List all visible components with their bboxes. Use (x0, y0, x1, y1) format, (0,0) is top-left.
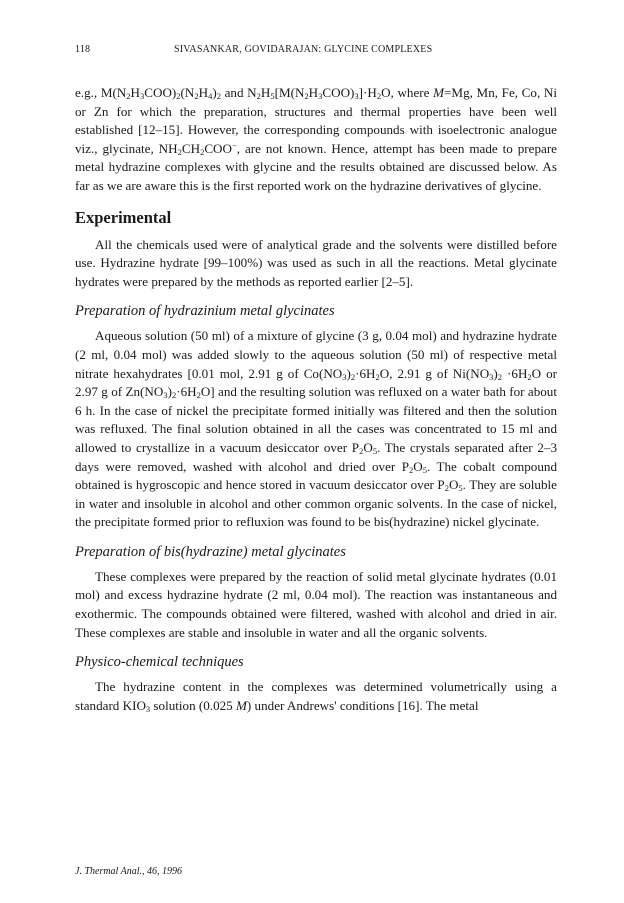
bis-hydrazine-paragraph: These complexes were prepared by the reaction of solid metal glycinate hydrates (0.01 mol) and excess hydrazine hydrate (2 ml, 0.04 mol). The reaction was instantaneous and exothermic. The compounds obtained were filtered, washed with alcohol and dried in air. These complexes are stable and insoluble in water and all the organic solvents. (75, 568, 557, 640)
subheading-bis-hydrazine-glycinates: Preparation of bis(hydrazine) metal glycinates (75, 543, 346, 560)
page-number: 118 (75, 44, 91, 55)
subheading-hydrazinium-glycinates: Preparation of hydrazinium metal glycinates (75, 303, 335, 320)
article-body (75, 84, 557, 715)
journal-citation: J. Thermal Anal., 46, 1996 (75, 866, 183, 877)
intro-paragraph: e.g., $M(N_2H_3COO)_2(N_2H_4)_2$ and $N_2H_5[M(N_2H_3COO)_3]\cdot H_2O$, where M=Mg, Mn, Fe, Co, Ni or Zn for which the preparation, structures and thermal properties have been well established [12–15]. However, the corresponding compounds with isoelectronic analogue viz., glycinate, $NH_2CH_2COO^-$, are not known. Hence, attempt has been made to prepare metal hydrazine complexes with glycine and the results obtained are discussed below. As far as we are aware this is the first reported work on the hydrazine derivatives of glycine. (75, 85, 557, 193)
techniques-paragraph: The hydrazine content in the complexes was determined volumetrically using a standard $KIO_3$ solution (0.025 M) under Andrews' conditions [16]. The metal (75, 679, 557, 714)
section-heading-experimental: Experimental (75, 207, 172, 227)
running-title: SIVASANKAR, GOVIDARAJAN: GLYCINE COMPLEXES (174, 44, 433, 55)
experimental-paragraph: All the chemicals used were of analytical grade and the solvents were distilled before use. Hydrazine hydrate [99–100%) was used as such in all the reactions. Metal glycinate hydrates were prepared by the methods as reported earlier [2–5]. (75, 236, 557, 289)
subheading-physico-chemical-techniques: Physico-chemical techniques (75, 654, 244, 671)
hydrazinium-paragraph: Aqueous solution (50 ml) of a mixture of glycine (3 g, 0.04 mol) and hydrazine hydrate (2 ml, 0.04 mol) was added slowly to the aqueous solution (50 ml) of respective metal nitrate hexahydrates [0.01 mol, 2.91 g of $Co(NO_3)_2\cdot 6H_2O$, 2.91 g of $Ni(NO_3)_2 \cdot 6H_2O$ or 2.97 g of $Zn(NO_3)_2\cdot 6H_2O$] and the resulting solution was refluxed on a water bath for about 6 h. In the case of nickel the precipitate formed initially was filtered and then the solution was refluxed. The final solution obtained in all the cases was concentrated to 15 ml and allowed to crystallize in a vacuum desiccator over $P_2O_5$. The crystals separated after 2–3 days were removed, washed with alcohol and dried over $P_2O_5$. The cobalt compound obtained is hygroscopic and hence stored in vacuum desiccator over $P_2O_5$. They are soluble in water and insoluble in alcohol and other common organic solvents. In the case of nickel, the precipitate formed prior to refluxion was found to be bis(hydrazine) nickel glycinate. (75, 328, 558, 530)
